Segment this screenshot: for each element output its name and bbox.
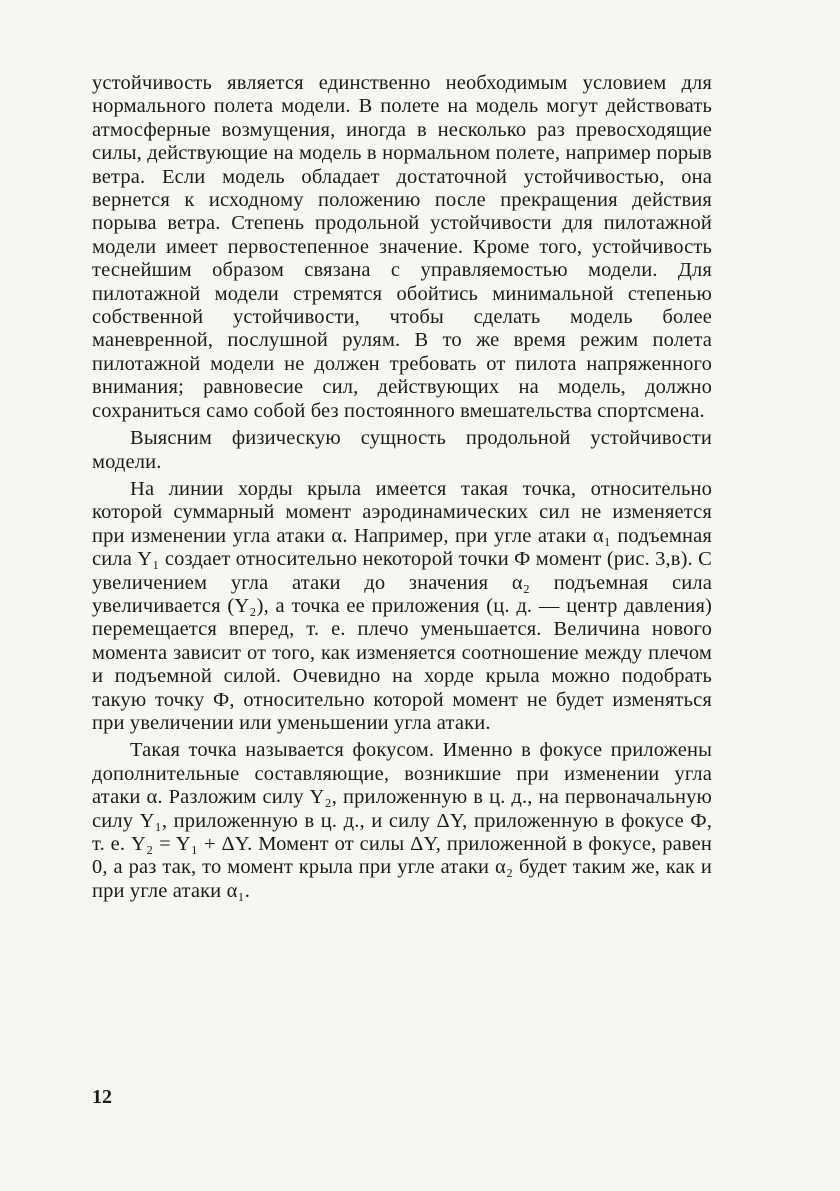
paragraph-physical-essence: Выясним физическую сущность продольной устойчивости модели. — [92, 427, 712, 473]
paragraph-stability-intro: устойчивость является единственно необходимым условием для нормального полета модели. В полете на модель могут действовать атмосферные возмущения, иногда в несколько раз превосходящие силы, действующие на модель в нормальном полете, например порыв ветра. Если модель обладает достаточной устойчивостью, она вернется к исходному положению после прекращения действия порыва ветра. Степень продольной устойчивости для пилотажной модели имеет первостепенное значение. Кроме того, устойчивость теснейшим образом связана с управляемостью модели. Для пилотажной модели стремятся обойтись минимальной степенью собственной устойчивости, чтобы сделать модель более маневренной, послушной рулям. В то же время режим полета пилотажной модели не должен требовать от пилота напряженного внимания; равновесие сил, действующих на модель, должно сохраниться само собой без постоянного вмешательства спортсмена. — [92, 72, 712, 422]
page-number: 12 — [92, 1086, 112, 1108]
text-column — [92, 72, 712, 903]
paragraph-chord-point: На линии хорды крыла имеется такая точка, относительно которой суммарный момент аэродинамических сил не изменяется при изменении угла атаки α. Например, при угле атаки α₁ подъемная сила Y₁ создает относительно некоторой точки Ф момент (рис. 3,в). С увеличением угла атаки до значения α₂ подъемная сила увеличивается (Y₂), а точка ее приложения (ц. д. — центр давления) перемещается вперед, т. е. плечо уменьшается. Величина нового момента зависит от того, как изменяется соотношение между плечом и подъемной силой. Очевидно на хорде крыла можно подобрать такую точку Ф, относительно которой момент не будет изменяться при увеличении или уменьшении угла атаки. — [92, 477, 712, 734]
paragraph-focus-definition: Такая точка называется фокусом. Именно в фокусе приложены дополнительные составляющие, возникшие при изменении угла атаки α. Разложим силу Y₂, приложенную в ц. д., на первоначальную силу Y₁, приложенную в ц. д., и силу ΔY, приложенную в фокусе Ф, т. е. Y₂ = Y₁ + ΔY. Момент от силы ΔY, приложенной в фокусе, равен 0, а раз так, то момент крыла при угле атаки α₂ будет таким же, как и при угле атаки α₁. — [92, 739, 712, 902]
